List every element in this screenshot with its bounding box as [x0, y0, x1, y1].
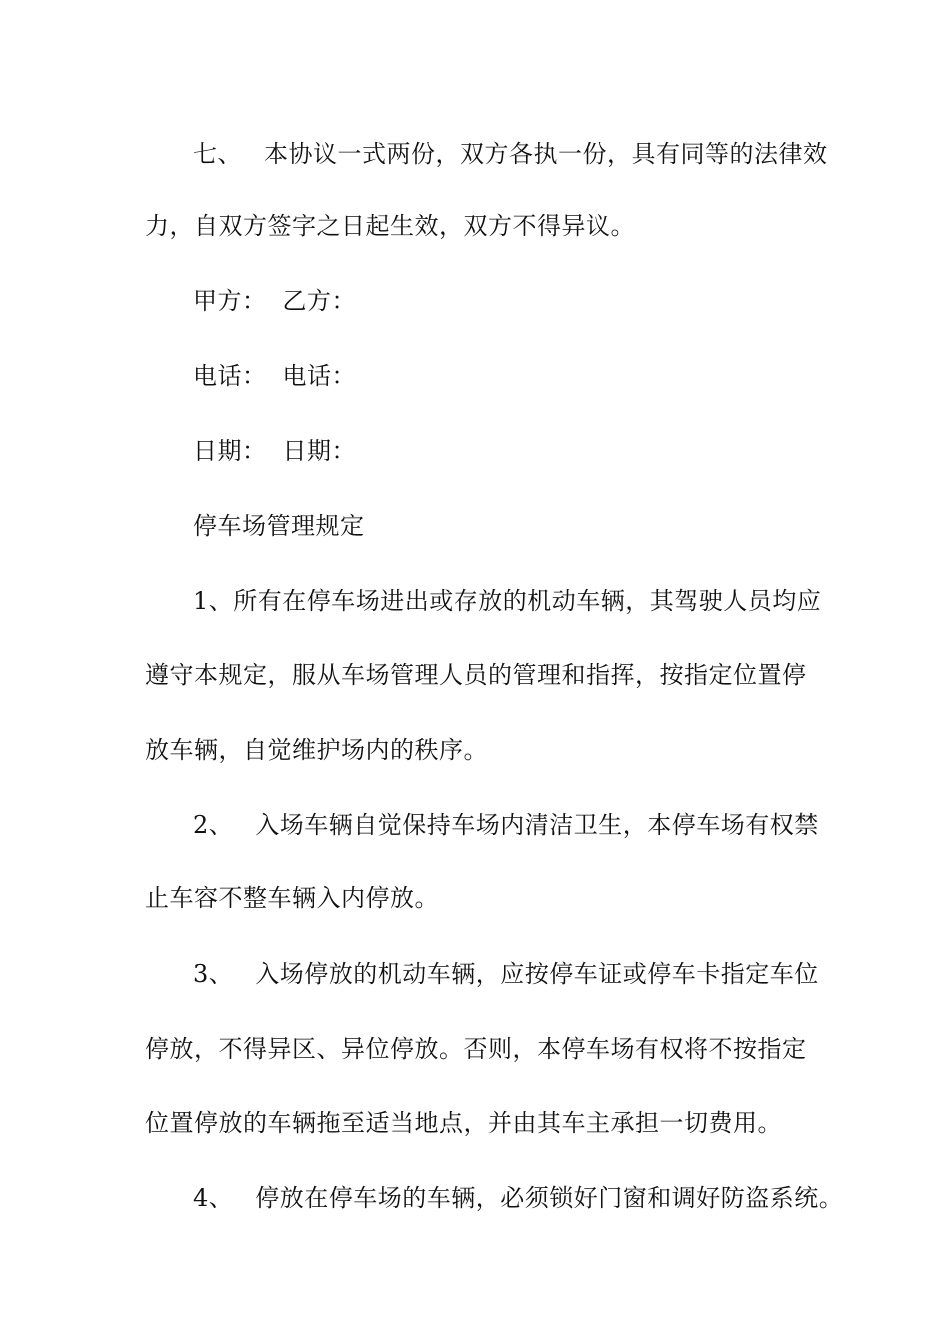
phone-b-label: 电话：	[282, 362, 356, 390]
clause-7-line-1	[193, 137, 883, 171]
party-b-label: 乙方：	[282, 287, 356, 315]
party-a-label: 甲方：	[193, 287, 267, 315]
item-1-line-3: 放车辆，自觉维护场内的秩序。	[145, 736, 488, 764]
signature-party-row	[193, 284, 883, 318]
clause-7-number: 七、	[193, 140, 242, 168]
item-4-line-1	[193, 1181, 883, 1215]
item-3-line-1	[193, 957, 883, 991]
item-3-text-1: 入场停放的机动车辆，应按停车证或停车卡指定车位	[255, 960, 819, 988]
item-2-number: 2、	[193, 811, 234, 839]
signature-phone-row	[193, 359, 883, 393]
regulations-title: 停车场管理规定	[193, 512, 365, 540]
item-1-line-1: 1、所有在停车场进出或存放的机动车辆，其驾驶人员均应	[193, 587, 822, 615]
phone-a-label: 电话：	[193, 362, 267, 390]
item-2-text-1: 入场车辆自觉保持车场内清洁卫生，本停车场有权禁	[255, 811, 819, 839]
item-4-text-1: 停放在停车场的车辆，必须锁好门窗和调好防盗系统。	[255, 1184, 844, 1212]
item-2-line-1	[193, 808, 883, 842]
item-3-line-3: 位置停放的车辆拖至适当地点，并由其车主承担一切费用。	[145, 1109, 782, 1137]
item-1-line-2: 遵守本规定，服从车场管理人员的管理和指挥，按指定位置停	[145, 661, 807, 689]
item-3-number: 3、	[193, 960, 234, 988]
date-b-label: 日期：	[282, 437, 356, 465]
item-3-line-2: 停放，不得异区、异位停放。否则，本停车场有权将不按指定	[145, 1035, 807, 1063]
item-2-line-2: 止车容不整车辆入内停放。	[145, 884, 439, 912]
clause-7-text-1: 本协议一式两份，双方各执一份，具有同等的法律效	[264, 140, 828, 168]
clause-7-line-2: 力，自双方签字之日起生效，双方不得异议。	[145, 212, 635, 240]
signature-date-row	[193, 434, 883, 468]
date-a-label: 日期：	[193, 437, 267, 465]
item-4-number: 4、	[193, 1184, 234, 1212]
